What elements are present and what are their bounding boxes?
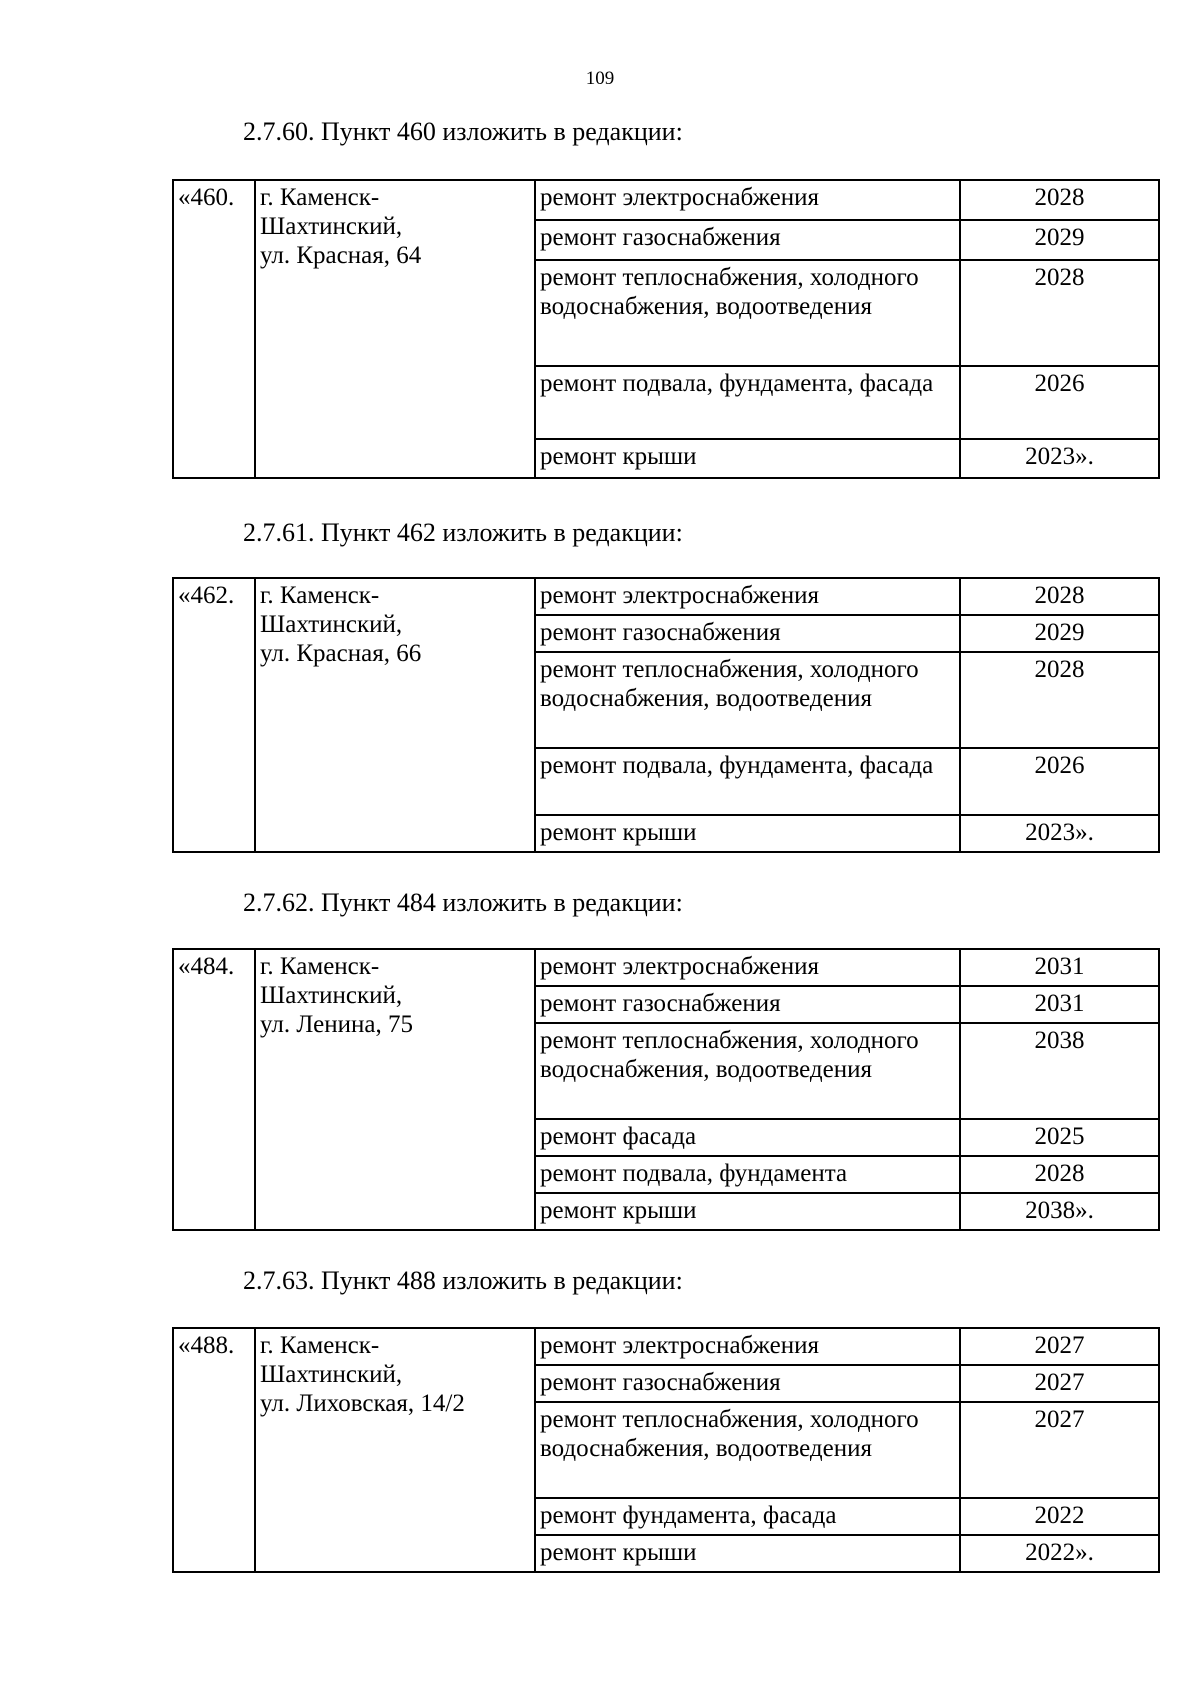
item-number-cell: «488. [173, 1328, 255, 1572]
work-year-cell: 2028 [960, 578, 1159, 615]
work-year-cell: 2028 [960, 652, 1159, 748]
address-cell: г. Каменск- Шахтинский, ул. Лиховская, 14/2 [255, 1328, 535, 1572]
item-number-cell: «462. [173, 578, 255, 852]
work-name-cell: ремонт теплоснабжения, холодного водоснабжения, водоотведения [535, 260, 960, 366]
work-name-cell: ремонт фасада [535, 1119, 960, 1156]
work-name-cell: ремонт фундамента, фасада [535, 1498, 960, 1535]
work-year-cell: 2031 [960, 949, 1159, 986]
work-year-cell: 2026 [960, 366, 1159, 439]
work-year-cell: 2023». [960, 439, 1159, 478]
table-item-488 [172, 1327, 1160, 1573]
section-heading-2-7-60: 2.7.60. Пункт 460 изложить в редакции: [243, 117, 683, 146]
work-name-cell: ремонт газоснабжения [535, 986, 960, 1023]
table-row [173, 578, 1159, 615]
address-cell: г. Каменск- Шахтинский, ул. Ленина, 75 [255, 949, 535, 1230]
work-name-cell: ремонт крыши [535, 815, 960, 852]
work-name-cell: ремонт электроснабжения [535, 949, 960, 986]
work-year-cell: 2038». [960, 1193, 1159, 1230]
work-name-cell: ремонт теплоснабжения, холодного водоснабжения, водоотведения [535, 1402, 960, 1498]
work-year-cell: 2028 [960, 1156, 1159, 1193]
table-row [173, 1328, 1159, 1365]
table-item-462 [172, 577, 1160, 853]
address-cell: г. Каменск- Шахтинский, ул. Красная, 64 [255, 180, 535, 478]
table-item-460 [172, 179, 1160, 479]
work-year-cell: 2022 [960, 1498, 1159, 1535]
table-row [173, 949, 1159, 986]
work-name-cell: ремонт крыши [535, 1193, 960, 1230]
work-year-cell: 2027 [960, 1365, 1159, 1402]
item-number-cell: «484. [173, 949, 255, 1230]
work-year-cell: 2022». [960, 1535, 1159, 1572]
work-year-cell: 2031 [960, 986, 1159, 1023]
work-year-cell: 2026 [960, 748, 1159, 815]
work-year-cell: 2029 [960, 220, 1159, 260]
work-year-cell: 2027 [960, 1402, 1159, 1498]
work-year-cell: 2028 [960, 260, 1159, 366]
item-number-cell: «460. [173, 180, 255, 478]
section-heading-2-7-62: 2.7.62. Пункт 484 изложить в редакции: [243, 888, 683, 917]
table-row [173, 180, 1159, 220]
work-name-cell: ремонт подвала, фундамента, фасада [535, 366, 960, 439]
work-name-cell: ремонт электроснабжения [535, 180, 960, 220]
section-heading-2-7-63: 2.7.63. Пункт 488 изложить в редакции: [243, 1266, 683, 1295]
work-name-cell: ремонт теплоснабжения, холодного водоснабжения, водоотведения [535, 652, 960, 748]
work-year-cell: 2028 [960, 180, 1159, 220]
table-item-484 [172, 948, 1160, 1231]
page-number: 109 [585, 68, 615, 89]
work-name-cell: ремонт газоснабжения [535, 1365, 960, 1402]
work-year-cell: 2027 [960, 1328, 1159, 1365]
work-name-cell: ремонт электроснабжения [535, 578, 960, 615]
address-cell: г. Каменск- Шахтинский, ул. Красная, 66 [255, 578, 535, 852]
work-name-cell: ремонт крыши [535, 1535, 960, 1572]
work-name-cell: ремонт электроснабжения [535, 1328, 960, 1365]
work-name-cell: ремонт подвала, фундамента [535, 1156, 960, 1193]
section-heading-2-7-61: 2.7.61. Пункт 462 изложить в редакции: [243, 518, 683, 547]
work-name-cell: ремонт крыши [535, 439, 960, 478]
work-name-cell: ремонт газоснабжения [535, 220, 960, 260]
work-name-cell: ремонт теплоснабжения, холодного водоснабжения, водоотведения [535, 1023, 960, 1119]
work-year-cell: 2025 [960, 1119, 1159, 1156]
work-year-cell: 2038 [960, 1023, 1159, 1119]
work-year-cell: 2029 [960, 615, 1159, 652]
work-year-cell: 2023». [960, 815, 1159, 852]
work-name-cell: ремонт газоснабжения [535, 615, 960, 652]
work-name-cell: ремонт подвала, фундамента, фасада [535, 748, 960, 815]
